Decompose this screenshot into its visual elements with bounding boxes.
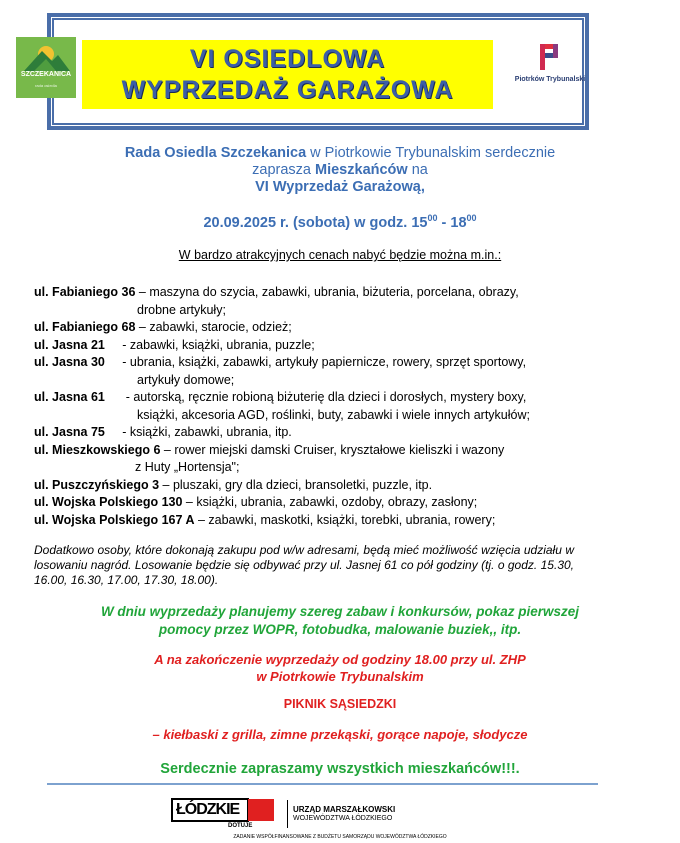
invite-text-1: w Piotrkowie Trybunalskim serdecznie (306, 145, 556, 161)
items: – maszyna do szycia, zabawki, ubrania, biżuteria, porcelana, obrazy, (135, 285, 519, 299)
date-sup-1: 00 (427, 213, 438, 223)
piotrkow-logo (510, 40, 590, 110)
street: ul. Jasna 61 (34, 390, 105, 404)
piotrkow-p-icon (510, 40, 590, 74)
szczekanica-logo (16, 37, 76, 98)
title-line-1: VI OSIEDLOWA (189, 45, 386, 73)
list-item (34, 442, 574, 460)
items: – rower miejski damski Cruiser, kryształowe kieliszki i wazony (160, 442, 505, 457)
picnic-line-1: A na zakończenie wyprzedaży od godziny 18.00 przy ul. ZHP (154, 652, 526, 667)
items: – książki, ubrania, zabawki, ozdoby, obrazy, zasłony; (182, 495, 478, 509)
list-item-cont: drobne artykuły; (137, 302, 226, 317)
picnic-line-2: w Piotrkowie Trybunalskim (256, 669, 424, 684)
lodzkie-logo-text: ŁÓDZKIE (176, 801, 240, 818)
lottery-note: Dodatkowo osoby, które dokonają zakupu pod w/w adresami, będą mieć możliwość wzięcia udziału w losowaniu nagród. Losowanie będzie się odbywać przy ul. Jasnej 61 co pół godziny (tj. o godz. 15.30, 16.00, 16.30, 17.00, 17.30, 18.00). (34, 543, 574, 587)
lodzkie-logo (170, 797, 280, 831)
event-name: VI Wyprzedaż Garażową, (255, 179, 425, 195)
street: ul. Wojska Polskiego 167 A (34, 512, 195, 527)
mountain-icon (16, 37, 76, 73)
items: - zabawki, książki, ubrania, puzzle; (104, 337, 315, 352)
list-item-cont: artykuły domowe; (137, 372, 235, 387)
activities-line-1: W dniu wyprzedaży planujemy szereg zabaw i konkursów, pokaz pierwszej (100, 604, 580, 619)
street: ul. Mieszkowskiego 6 (34, 442, 161, 457)
logo-left-text: SZCZEKANICA (20, 71, 72, 78)
invite-text-3: na (407, 162, 428, 178)
picnic-title: PIKNIK SĄSIEDZKI (283, 697, 397, 711)
items: - ubrania, książki, zabawki, artykuły papiernicze, rowery, sprzęt sportowy, (104, 355, 527, 369)
list-item (34, 319, 574, 337)
event-date (0, 213, 680, 231)
items: – pluszaki, gry dla dzieci, bransoletki, puzzle, itp. (159, 477, 433, 492)
list-item (34, 389, 574, 407)
title-line-2: WYPRZEDAŻ GARAŻOWA (121, 76, 454, 104)
title-box (82, 40, 493, 109)
closing-invitation: Serdecznie zapraszamy wszystkich mieszkańców!!!. (160, 761, 520, 777)
list-item (34, 354, 574, 372)
list-item (34, 337, 574, 355)
street: ul. Jasna 21 (34, 337, 105, 352)
list-item (34, 424, 574, 442)
footer-vertical-divider (287, 800, 288, 828)
date-main: 20.09.2025 r. (sobota) w godz. 15 (203, 214, 428, 231)
items: – zabawki, maskotki, książki, torebki, ubrania, rowery; (194, 512, 496, 527)
picnic-intro (0, 651, 680, 685)
invite-text-2: zaprasza (252, 162, 316, 178)
org-name: Rada Osiedla Szczekanica (124, 145, 307, 161)
office-name: URZĄD MARSZAŁKOWSKI (293, 805, 396, 814)
street: ul. Fabianiego 68 (34, 320, 136, 334)
street: ul. Fabianiego 36 (34, 285, 136, 299)
street: ul. Wojska Polskiego 130 (34, 495, 183, 509)
address-list (34, 284, 574, 529)
street: ul. Jasna 30 (34, 355, 105, 369)
intro-text: W bardzo atrakcyjnych cenach nabyć będzie można m.in.: (178, 248, 502, 262)
list-item (34, 284, 574, 302)
street: ul. Jasna 75 (34, 425, 105, 439)
region-name: WOJEWÓDZTWA ŁÓDZKIEGO (293, 815, 393, 822)
logo-right-text: Piotrków Trybunalski (514, 76, 586, 83)
funding-caption: ZADANIE WSPÓŁFINANSOWANE Z BUDŻETU SAMORZĄDU WOJEWÓDZTWA ŁÓDZKIEGO (233, 834, 447, 840)
list-item-cont: książki, akcesoria AGD, roślinki, buty, zabawki i wiele innych artykułów; (137, 407, 530, 422)
invite-who: Mieszkańców (315, 162, 408, 178)
footer-divider (47, 783, 598, 785)
activities-line-2: pomocy przez WOPR, fotobudka, malowanie buziek,, itp. (158, 622, 522, 637)
items: - książki, zabawki, ubrania, itp. (104, 425, 292, 439)
list-item-cont: z Huty „Hortensja"; (135, 460, 240, 474)
date-sup-2: 00 (466, 213, 477, 223)
logo-left-sub: rada osiedla (35, 83, 57, 88)
picnic-menu: – kiełbaski z grilla, zimne przekąski, gorące napoje, słodycze (152, 727, 528, 742)
list-item (34, 494, 574, 512)
invitation (0, 145, 680, 196)
items: – zabawki, starocie, odzież; (135, 320, 292, 334)
date-mid: - 18 (437, 214, 467, 231)
items: - autorską, ręcznie robioną biżuterię dla dzieci i dorosłych, mystery boxy, (104, 390, 527, 404)
list-item (34, 477, 574, 495)
list-item (34, 512, 574, 530)
lodzkie-logo-sub: DOTUJE (228, 823, 253, 829)
street: ul. Puszczyńskiego 3 (34, 477, 160, 492)
activities-text (0, 603, 680, 639)
